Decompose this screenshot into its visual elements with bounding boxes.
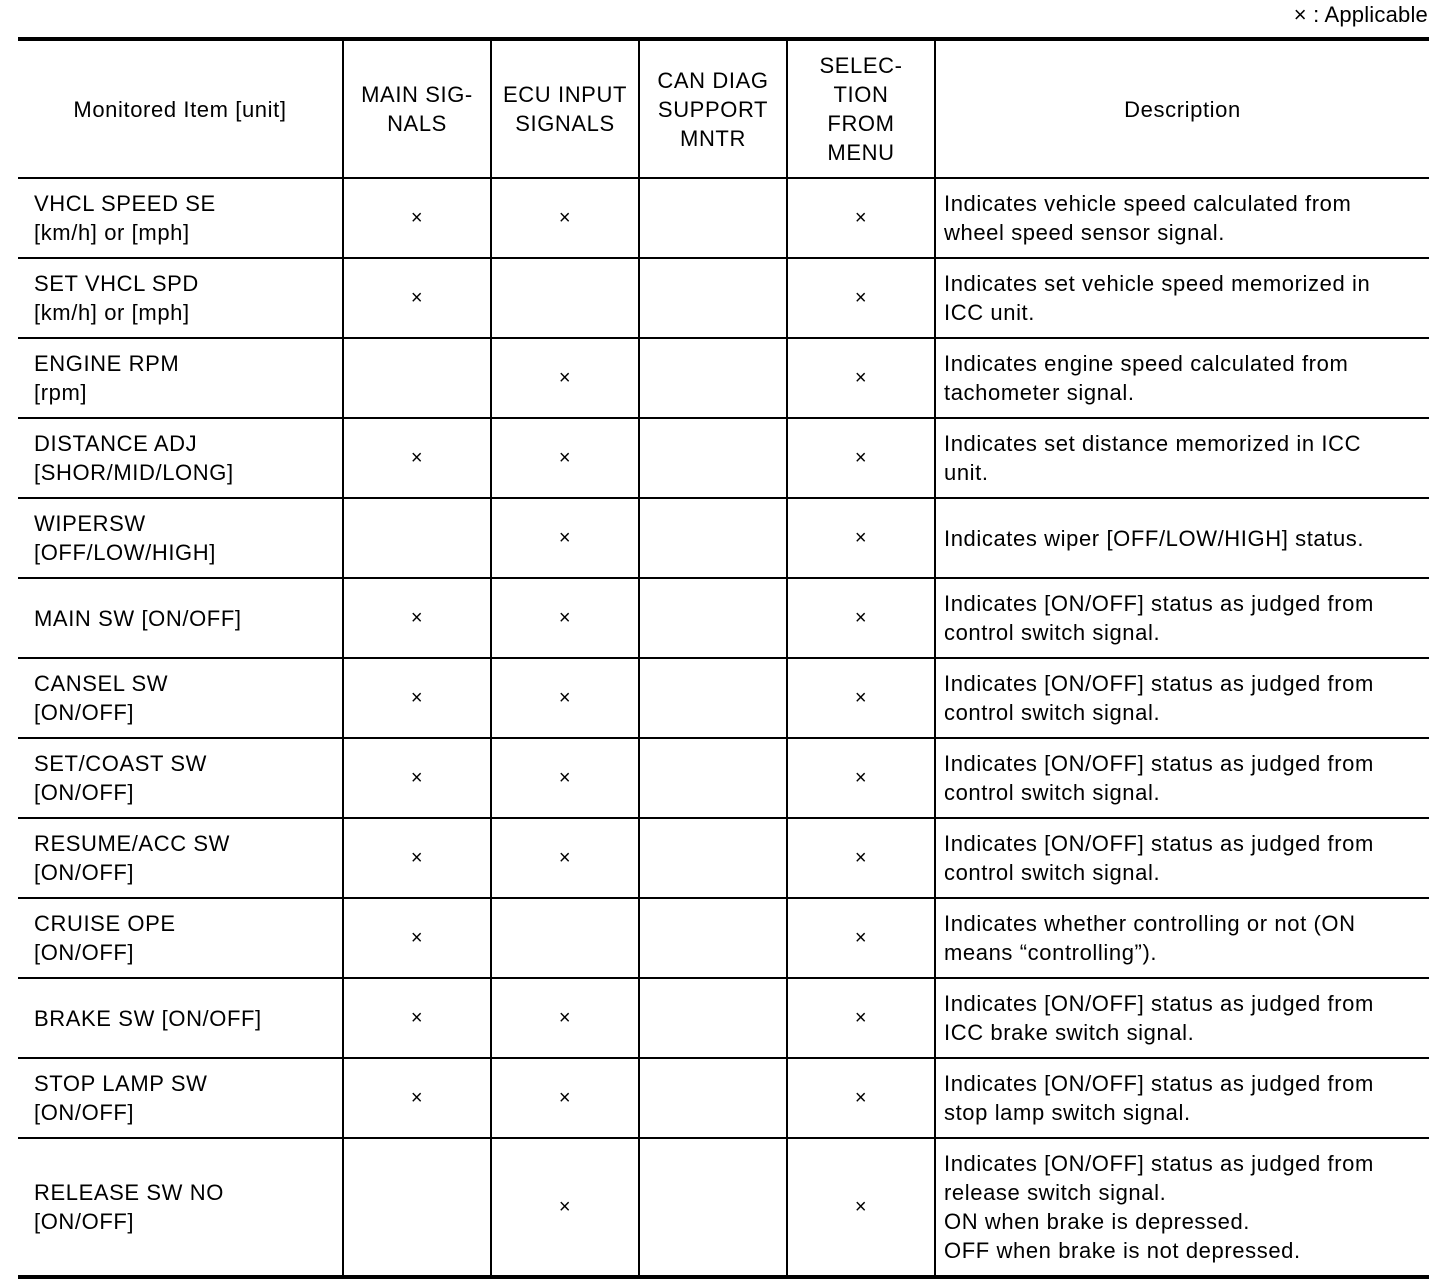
ecu-input-mark bbox=[491, 258, 639, 338]
ecu-input-mark: × bbox=[491, 1058, 639, 1138]
can-diag-mark bbox=[639, 738, 787, 818]
monitored-item: BRAKE SW [ON/OFF] bbox=[18, 978, 343, 1058]
can-diag-mark bbox=[639, 1058, 787, 1138]
can-diag-mark bbox=[639, 258, 787, 338]
monitored-item: STOP LAMP SW [ON/OFF] bbox=[18, 1058, 343, 1138]
selection-mark: × bbox=[787, 738, 935, 818]
ecu-input-mark: × bbox=[491, 578, 639, 658]
table-row bbox=[18, 738, 1429, 818]
table-row bbox=[18, 658, 1429, 738]
table-row bbox=[18, 178, 1429, 258]
main-signals-mark: × bbox=[343, 178, 491, 258]
monitored-item: VHCL SPEED SE [km/h] or [mph] bbox=[18, 178, 343, 258]
main-signals-mark: × bbox=[343, 978, 491, 1058]
main-signals-mark: × bbox=[343, 578, 491, 658]
selection-mark: × bbox=[787, 898, 935, 978]
monitored-item: MAIN SW [ON/OFF] bbox=[18, 578, 343, 658]
main-signals-mark bbox=[343, 338, 491, 418]
item-description: Indicates [ON/OFF] status as judged from ICC brake switch signal. bbox=[935, 978, 1429, 1058]
main-signals-mark: × bbox=[343, 658, 491, 738]
header-description: Description bbox=[935, 39, 1429, 178]
selection-mark: × bbox=[787, 418, 935, 498]
ecu-input-mark: × bbox=[491, 338, 639, 418]
item-description: Indicates [ON/OFF] status as judged from control switch signal. bbox=[935, 658, 1429, 738]
applicable-legend: × : Applicable bbox=[1293, 2, 1428, 27]
ecu-input-mark: × bbox=[491, 658, 639, 738]
can-diag-mark bbox=[639, 498, 787, 578]
can-diag-mark bbox=[639, 578, 787, 658]
monitored-item: DISTANCE ADJ [SHOR/MID/LONG] bbox=[18, 418, 343, 498]
monitored-item: CRUISE OPE [ON/OFF] bbox=[18, 898, 343, 978]
item-description: Indicates [ON/OFF] status as judged from stop lamp switch signal. bbox=[935, 1058, 1429, 1138]
table-row bbox=[18, 818, 1429, 898]
selection-mark: × bbox=[787, 1138, 935, 1277]
main-signals-mark: × bbox=[343, 418, 491, 498]
can-diag-mark bbox=[639, 978, 787, 1058]
table-row bbox=[18, 418, 1429, 498]
monitored-item: CANSEL SW [ON/OFF] bbox=[18, 658, 343, 738]
item-description: Indicates [ON/OFF] status as judged from control switch signal. bbox=[935, 738, 1429, 818]
table-row bbox=[18, 578, 1429, 658]
item-description: Indicates set vehicle speed memorized in ICC unit. bbox=[935, 258, 1429, 338]
main-signals-mark bbox=[343, 498, 491, 578]
main-signals-mark: × bbox=[343, 818, 491, 898]
table-row bbox=[18, 1138, 1429, 1277]
ecu-input-mark: × bbox=[491, 178, 639, 258]
monitored-item: RESUME/ACC SW [ON/OFF] bbox=[18, 818, 343, 898]
header-main-signals: MAIN SIG- NALS bbox=[343, 39, 491, 178]
can-diag-mark bbox=[639, 178, 787, 258]
item-description: Indicates [ON/OFF] status as judged from control switch signal. bbox=[935, 578, 1429, 658]
ecu-input-mark: × bbox=[491, 978, 639, 1058]
table-row bbox=[18, 978, 1429, 1058]
main-signals-mark: × bbox=[343, 1058, 491, 1138]
monitored-item: SET/COAST SW [ON/OFF] bbox=[18, 738, 343, 818]
item-description: Indicates engine speed calculated from tachometer signal. bbox=[935, 338, 1429, 418]
main-signals-mark: × bbox=[343, 738, 491, 818]
monitored-item: SET VHCL SPD [km/h] or [mph] bbox=[18, 258, 343, 338]
ecu-input-mark: × bbox=[491, 1138, 639, 1277]
header-monitored-item: Monitored Item [unit] bbox=[18, 39, 343, 178]
ecu-input-mark: × bbox=[491, 418, 639, 498]
monitor-items-table bbox=[18, 37, 1429, 1279]
main-signals-mark: × bbox=[343, 258, 491, 338]
can-diag-mark bbox=[639, 1138, 787, 1277]
item-description: Indicates wiper [OFF/LOW/HIGH] status. bbox=[935, 498, 1429, 578]
ecu-input-mark bbox=[491, 898, 639, 978]
selection-mark: × bbox=[787, 178, 935, 258]
table-row bbox=[18, 1058, 1429, 1138]
main-signals-mark bbox=[343, 1138, 491, 1277]
table-row bbox=[18, 258, 1429, 338]
header-can-diag-support-mntr: CAN DIAG SUPPORT MNTR bbox=[639, 39, 787, 178]
table-row bbox=[18, 338, 1429, 418]
selection-mark: × bbox=[787, 578, 935, 658]
table-row bbox=[18, 898, 1429, 978]
selection-mark: × bbox=[787, 658, 935, 738]
selection-mark: × bbox=[787, 498, 935, 578]
item-description: Indicates whether controlling or not (ON means “controlling”). bbox=[935, 898, 1429, 978]
can-diag-mark bbox=[639, 658, 787, 738]
selection-mark: × bbox=[787, 818, 935, 898]
can-diag-mark bbox=[639, 418, 787, 498]
header-row bbox=[18, 39, 1429, 178]
item-description: Indicates [ON/OFF] status as judged from control switch signal. bbox=[935, 818, 1429, 898]
selection-mark: × bbox=[787, 338, 935, 418]
ecu-input-mark: × bbox=[491, 818, 639, 898]
ecu-input-mark: × bbox=[491, 738, 639, 818]
item-description: Indicates vehicle speed calculated from wheel speed sensor signal. bbox=[935, 178, 1429, 258]
ecu-input-mark: × bbox=[491, 498, 639, 578]
monitored-item: ENGINE RPM [rpm] bbox=[18, 338, 343, 418]
can-diag-mark bbox=[639, 338, 787, 418]
can-diag-mark bbox=[639, 818, 787, 898]
main-signals-mark: × bbox=[343, 898, 491, 978]
selection-mark: × bbox=[787, 258, 935, 338]
monitored-item: RELEASE SW NO [ON/OFF] bbox=[18, 1138, 343, 1277]
item-description: Indicates [ON/OFF] status as judged from release switch signal. ON when brake is depressed. OFF when brake is not depressed. bbox=[935, 1138, 1429, 1277]
header-ecu-input-signals: ECU INPUT SIGNALS bbox=[491, 39, 639, 178]
can-diag-mark bbox=[639, 898, 787, 978]
table-row bbox=[18, 498, 1429, 578]
header-selection-from-menu: SELEC- TION FROM MENU bbox=[787, 39, 935, 178]
monitored-item: WIPERSW [OFF/LOW/HIGH] bbox=[18, 498, 343, 578]
selection-mark: × bbox=[787, 1058, 935, 1138]
item-description: Indicates set distance memorized in ICC unit. bbox=[935, 418, 1429, 498]
selection-mark: × bbox=[787, 978, 935, 1058]
